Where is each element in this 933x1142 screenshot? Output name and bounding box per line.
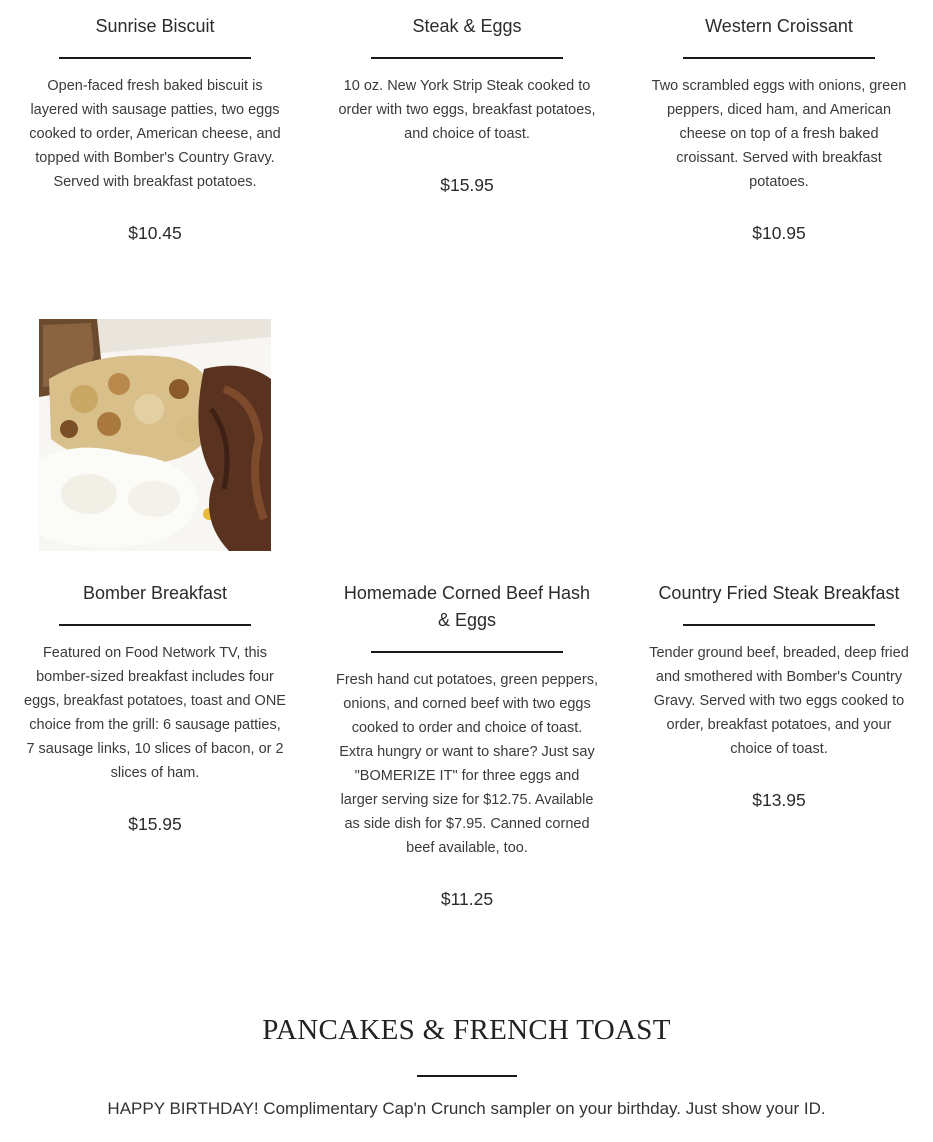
item-name: Steak & Eggs — [412, 16, 522, 36]
item-price: $11.25 — [440, 889, 494, 909]
divider — [371, 651, 563, 653]
item-description: Featured on Food Network TV, this bomber-sized breakfast includes four eggs, breakfast potatoes, toast and ONE choice from the grill: 6 sausage patties, 7 sausage links, 10 slices of bacon, or 2 slices of ham. — [24, 645, 286, 781]
menu-item-sunrise-biscuit — [24, 13, 286, 245]
menu-item-bomber-breakfast — [24, 580, 286, 836]
item-price: $15.95 — [128, 814, 182, 834]
item-price: $10.95 — [752, 223, 806, 243]
item-price: $13.95 — [752, 790, 806, 810]
bomber-breakfast-photo — [39, 319, 271, 551]
divider — [59, 57, 251, 59]
item-name: Bomber Breakfast — [82, 583, 228, 603]
food-plate-image — [39, 319, 271, 551]
item-description: Fresh hand cut potatoes, green peppers, onions, and corned beef with two eggs cooked to order and choice of toast. Extra hungry or want to share? Just say "BOMERIZE IT" for three eggs and larger serving size for $12.75. Available as side dish for $7.95. Canned corned beef available, too. — [336, 672, 598, 856]
item-description: 10 oz. New York Strip Steak cooked to order with two eggs, breakfast potatoes, and choice of toast. — [338, 78, 596, 142]
divider — [59, 624, 251, 626]
menu-item-western-croissant — [648, 13, 910, 245]
divider — [371, 57, 563, 59]
item-name: Homemade Corned Beef Hash & Eggs — [343, 583, 591, 630]
divider — [683, 57, 875, 59]
section-title: PANCAKES & FRENCH TOAST — [262, 1014, 671, 1046]
item-name: Sunrise Biscuit — [95, 16, 215, 36]
menu-item-country-fried-steak — [648, 580, 910, 812]
item-name: Country Fried Steak Breakfast — [658, 583, 900, 603]
item-price: $15.95 — [440, 175, 494, 195]
birthday-note: HAPPY BIRTHDAY! Complimentary Cap'n Crunch sampler on your birthday. Just show your ID. — [107, 1099, 826, 1118]
item-description: Open-faced fresh baked biscuit is layered with sausage patties, two eggs cooked to order, American cheese, and topped with Bomber's Country Gravy. Served with breakfast potatoes. — [29, 78, 281, 190]
item-name: Western Croissant — [705, 16, 853, 36]
menu-item-corned-beef-hash — [336, 580, 598, 911]
menu-item-steak-and-eggs — [336, 13, 598, 197]
item-description: Two scrambled eggs with onions, green peppers, diced ham, and American cheese on top of a fresh baked croissant. Served with breakfast potatoes. — [651, 78, 907, 190]
section-divider — [417, 1075, 517, 1077]
item-description: Tender ground beef, breaded, deep fried and smothered with Bomber's Country Gravy. Served with two eggs cooked to order, breakfast potatoes, and your choice of toast. — [649, 645, 909, 757]
divider — [683, 624, 875, 626]
item-price: $10.45 — [128, 223, 182, 243]
